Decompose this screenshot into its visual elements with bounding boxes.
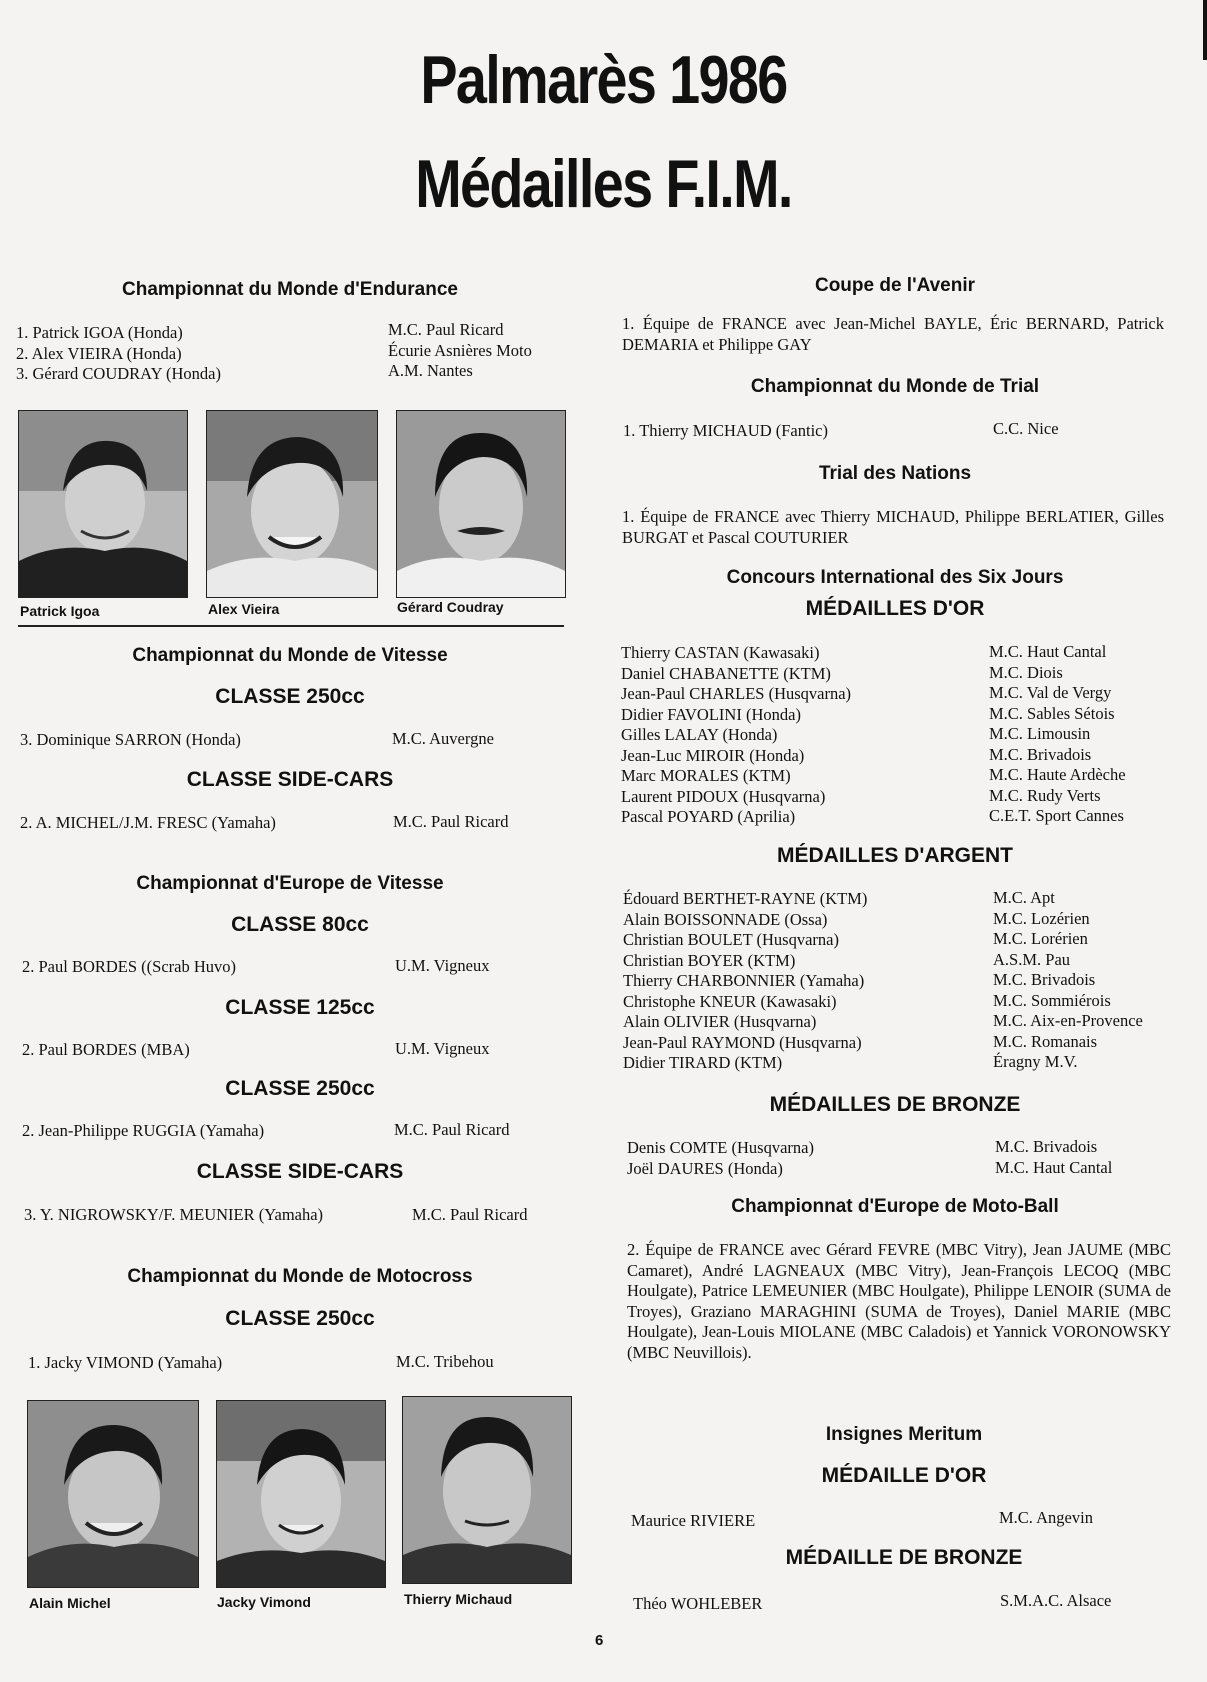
argent-name-6: Christophe KNEUR (Kawasaki) — [623, 991, 837, 1011]
or-name-9: Pascal POYARD (Aprilia) — [621, 807, 796, 826]
endurance-rank-2: 2. Alex VIEIRA (Honda) — [16, 343, 182, 363]
motocross-result-250: 1. Jacky VIMOND (Yamaha) — [28, 1353, 223, 1372]
argent-club-6: M.C. Sommiérois — [993, 990, 1111, 1010]
or-club-9: C.E.T. Sport Cannes — [989, 806, 1124, 825]
argent-club-4: A.S.M. Pau — [993, 949, 1071, 969]
or-club-7: M.C. Haute Ardèche — [989, 765, 1126, 784]
argent-club-8: M.C. Romanais — [993, 1031, 1098, 1051]
or-name-7: Marc MORALES (KTM) — [621, 766, 791, 785]
motocross-club-250: M.C. Tribehou — [396, 1352, 494, 1371]
argent-club-3: M.C. Lorérien — [993, 929, 1088, 948]
argent-club-7: M.C. Aix-en-Provence — [993, 1011, 1143, 1030]
endurance-rank-3: 3. Gérard COUDRAY (Honda) — [16, 364, 221, 383]
six-jours-or-names — [621, 643, 851, 828]
or-name-5: Gilles LALAY (Honda) — [621, 725, 778, 744]
endurance-club-1: M.C. Paul Ricard — [388, 320, 504, 339]
motoball-heading: Championnat d'Europe de Moto-Ball — [731, 1196, 1059, 1217]
page-title-line1: Palmarès 1986 — [420, 42, 787, 118]
or-name-3: Jean-Paul CHARLES (Husqvarna) — [621, 684, 852, 703]
vitesse-monde-club-250: M.C. Auvergne — [392, 729, 494, 748]
argent-name-5: Thierry CHARBONNIER (Yamaha) — [623, 971, 865, 990]
argent-club-2: M.C. Lozérien — [993, 908, 1090, 928]
endurance-results — [16, 323, 221, 385]
or-club-6: M.C. Brivadois — [989, 744, 1092, 764]
page-title-line2: Médailles F.I.M. — [415, 146, 792, 222]
caption-jacky-vimond: Jacky Vimond — [217, 1594, 311, 1610]
six-jours-bronze-heading: MÉDAILLES DE BRONZE — [769, 1093, 1021, 1116]
endurance-club-3: A.M. Nantes — [388, 361, 473, 380]
trial-nations-heading: Trial des Nations — [818, 463, 972, 484]
argent-name-1: Édouard BERTHET-RAYNE (KTM) — [623, 889, 868, 908]
photo-thierry-michaud — [402, 1396, 572, 1584]
or-club-8: M.C. Rudy Verts — [989, 785, 1101, 805]
or-club-3: M.C. Val de Vergy — [989, 683, 1112, 702]
vitesse-europe-result-125: 2. Paul BORDES (MBA) — [22, 1040, 190, 1059]
six-jours-heading: Concours International des Six Jours — [726, 567, 1064, 588]
photo-gerard-coudray — [396, 410, 566, 598]
vitesse-europe-result-80: 2. Paul BORDES ((Scrab Huvo) — [22, 957, 237, 976]
bronze-club-2: M.C. Haut Cantal — [995, 1157, 1113, 1177]
avenir-heading: Coupe de l'Avenir — [814, 275, 976, 296]
vitesse-europe-class-250: CLASSE 250cc — [225, 1077, 375, 1100]
caption-patrick-igoa: Patrick Igoa — [20, 603, 100, 619]
or-name-8: Laurent PIDOUX (Husqvarna) — [621, 786, 826, 806]
photo-alex-vieira — [206, 410, 378, 598]
six-jours-bronze-names — [627, 1138, 814, 1179]
argent-name-2: Alain BOISSONNADE (Ossa) — [623, 909, 828, 929]
motocross-class-250: CLASSE 250cc — [225, 1307, 375, 1330]
caption-alex-vieira: Alex Vieira — [208, 601, 280, 617]
meritum-heading: Insignes Meritum — [825, 1424, 983, 1445]
trial-monde-club: C.C. Nice — [993, 419, 1059, 438]
caption-alain-michel: Alain Michel — [29, 1595, 111, 1611]
endurance-heading: Championnat du Monde d'Endurance — [122, 279, 458, 300]
bronze-name-2: Joël DAURES (Honda) — [627, 1158, 783, 1178]
argent-name-4: Christian BOYER (KTM) — [623, 950, 796, 970]
six-jours-or-heading: MÉDAILLES D'OR — [805, 597, 985, 620]
vitesse-europe-result-250: 2. Jean-Philippe RUGGIA (Yamaha) — [22, 1121, 265, 1140]
vitesse-europe-class-80: CLASSE 80cc — [231, 913, 369, 936]
argent-name-8: Jean-Paul RAYMOND (Husqvarna) — [623, 1032, 862, 1052]
vitesse-europe-club-250: M.C. Paul Ricard — [394, 1120, 510, 1139]
vitesse-europe-club-sidecars: M.C. Paul Ricard — [412, 1205, 528, 1224]
page-edge-mark — [1203, 0, 1207, 60]
bronze-club-1: M.C. Brivadois — [995, 1137, 1098, 1156]
vitesse-monde-class-sidecars: CLASSE SIDE-CARS — [186, 768, 394, 791]
or-club-5: M.C. Limousin — [989, 724, 1091, 743]
vitesse-monde-class-250: CLASSE 250cc — [215, 685, 365, 708]
or-name-1: Thierry CASTAN (Kawasaki) — [621, 643, 820, 662]
argent-name-3: Christian BOULET (Husqvarna) — [623, 930, 839, 949]
endurance-club-2: Écurie Asnières Moto — [388, 340, 532, 360]
vitesse-monde-result-250: 3. Dominique SARRON (Honda) — [20, 730, 241, 749]
motocross-heading: Championnat du Monde de Motocross — [127, 1266, 473, 1287]
vitesse-europe-club-80: U.M. Vigneux — [395, 956, 490, 975]
vitesse-europe-club-125: U.M. Vigneux — [395, 1039, 490, 1058]
meritum-bronze-club: S.M.A.C. Alsace — [1000, 1591, 1112, 1610]
avenir-text: 1. Équipe de FRANCE avec Jean-Michel BAYLE, Éric BERNARD, Patrick DEMARIA et Philippe GAY — [622, 314, 1164, 354]
vitesse-monde-result-sidecars: 2. A. MICHEL/J.M. FRESC (Yamaha) — [20, 813, 276, 832]
six-jours-or-clubs — [989, 642, 1126, 827]
argent-club-1: M.C. Apt — [993, 888, 1055, 907]
six-jours-argent-heading: MÉDAILLES D'ARGENT — [777, 844, 1013, 867]
photo-jacky-vimond — [216, 1400, 386, 1588]
vitesse-monde-heading: Championnat du Monde de Vitesse — [132, 645, 448, 666]
vitesse-europe-result-sidecars: 3. Y. NIGROWSKY/F. MEUNIER (Yamaha) — [24, 1205, 324, 1224]
endurance-clubs — [388, 320, 532, 382]
trial-monde-result: 1. Thierry MICHAUD (Fantic) — [623, 421, 828, 440]
meritum-bronze-name: Théo WOHLEBER — [633, 1594, 763, 1613]
caption-gerard-coudray: Gérard Coudray — [397, 599, 504, 615]
or-name-2: Daniel CHABANETTE (KTM) — [621, 663, 831, 683]
vitesse-europe-heading: Championnat d'Europe de Vitesse — [136, 873, 444, 894]
endurance-rank-1: 1. Patrick IGOA (Honda) — [16, 323, 183, 342]
or-name-4: Didier FAVOLINI (Honda) — [621, 704, 801, 724]
meritum-or-name: Maurice RIVIERE — [631, 1511, 756, 1530]
vitesse-europe-class-125: CLASSE 125cc — [225, 996, 375, 1019]
or-club-1: M.C. Haut Cantal — [989, 642, 1107, 661]
or-club-4: M.C. Sables Sétois — [989, 703, 1115, 723]
meritum-bronze-heading: MÉDAILLE DE BRONZE — [785, 1546, 1023, 1569]
or-name-6: Jean-Luc MIROIR (Honda) — [621, 745, 805, 765]
trial-monde-heading: Championnat du Monde de Trial — [750, 376, 1040, 397]
page-number: 6 — [595, 1632, 604, 1649]
meritum-or-club: M.C. Angevin — [999, 1508, 1093, 1527]
vitesse-monde-club-sidecars: M.C. Paul Ricard — [393, 812, 509, 831]
argent-name-7: Alain OLIVIER (Husqvarna) — [623, 1012, 817, 1031]
argent-club-9: Éragny M.V. — [993, 1052, 1078, 1071]
motoball-text: 2. Équipe de FRANCE avec Gérard FEVRE (MBC Vitry), Jean JAUME (MBC Camaret), André LAGNEAUX (MBC Vitry), Jean-François LECOQ (MBC Houlgate), Patrice LEMEUNIER (MBC Houlgate), Philippe LENOIR (SUMA de Troyes), Graziano MARAGHINI (SUMA de Troyes), Daniel MARIE (MBC Houlgate), Jean-Louis MIOLANE (MBC Caladois) et Yannick VORONOWSKY (MBC Neuvillois). — [627, 1240, 1171, 1362]
six-jours-bronze-clubs — [995, 1137, 1112, 1178]
meritum-or-heading: MÉDAILLE D'OR — [821, 1464, 987, 1487]
caption-thierry-michaud: Thierry Michaud — [404, 1591, 513, 1607]
photo-patrick-igoa — [18, 410, 188, 598]
six-jours-argent-clubs — [993, 888, 1143, 1073]
argent-club-5: M.C. Brivadois — [993, 970, 1096, 989]
six-jours-argent-names — [623, 889, 867, 1074]
section-divider — [18, 625, 564, 627]
trial-nations-text: 1. Équipe de FRANCE avec Thierry MICHAUD, Philippe BERLATIER, Gilles BURGAT et Pascal COUTURIER — [622, 507, 1164, 547]
bronze-name-1: Denis COMTE (Husqvarna) — [627, 1138, 814, 1157]
or-club-2: M.C. Diois — [989, 662, 1063, 682]
argent-name-9: Didier TIRARD (KTM) — [623, 1053, 783, 1072]
vitesse-europe-class-sidecars: CLASSE SIDE-CARS — [196, 1160, 404, 1183]
photo-alain-michel — [27, 1400, 199, 1588]
